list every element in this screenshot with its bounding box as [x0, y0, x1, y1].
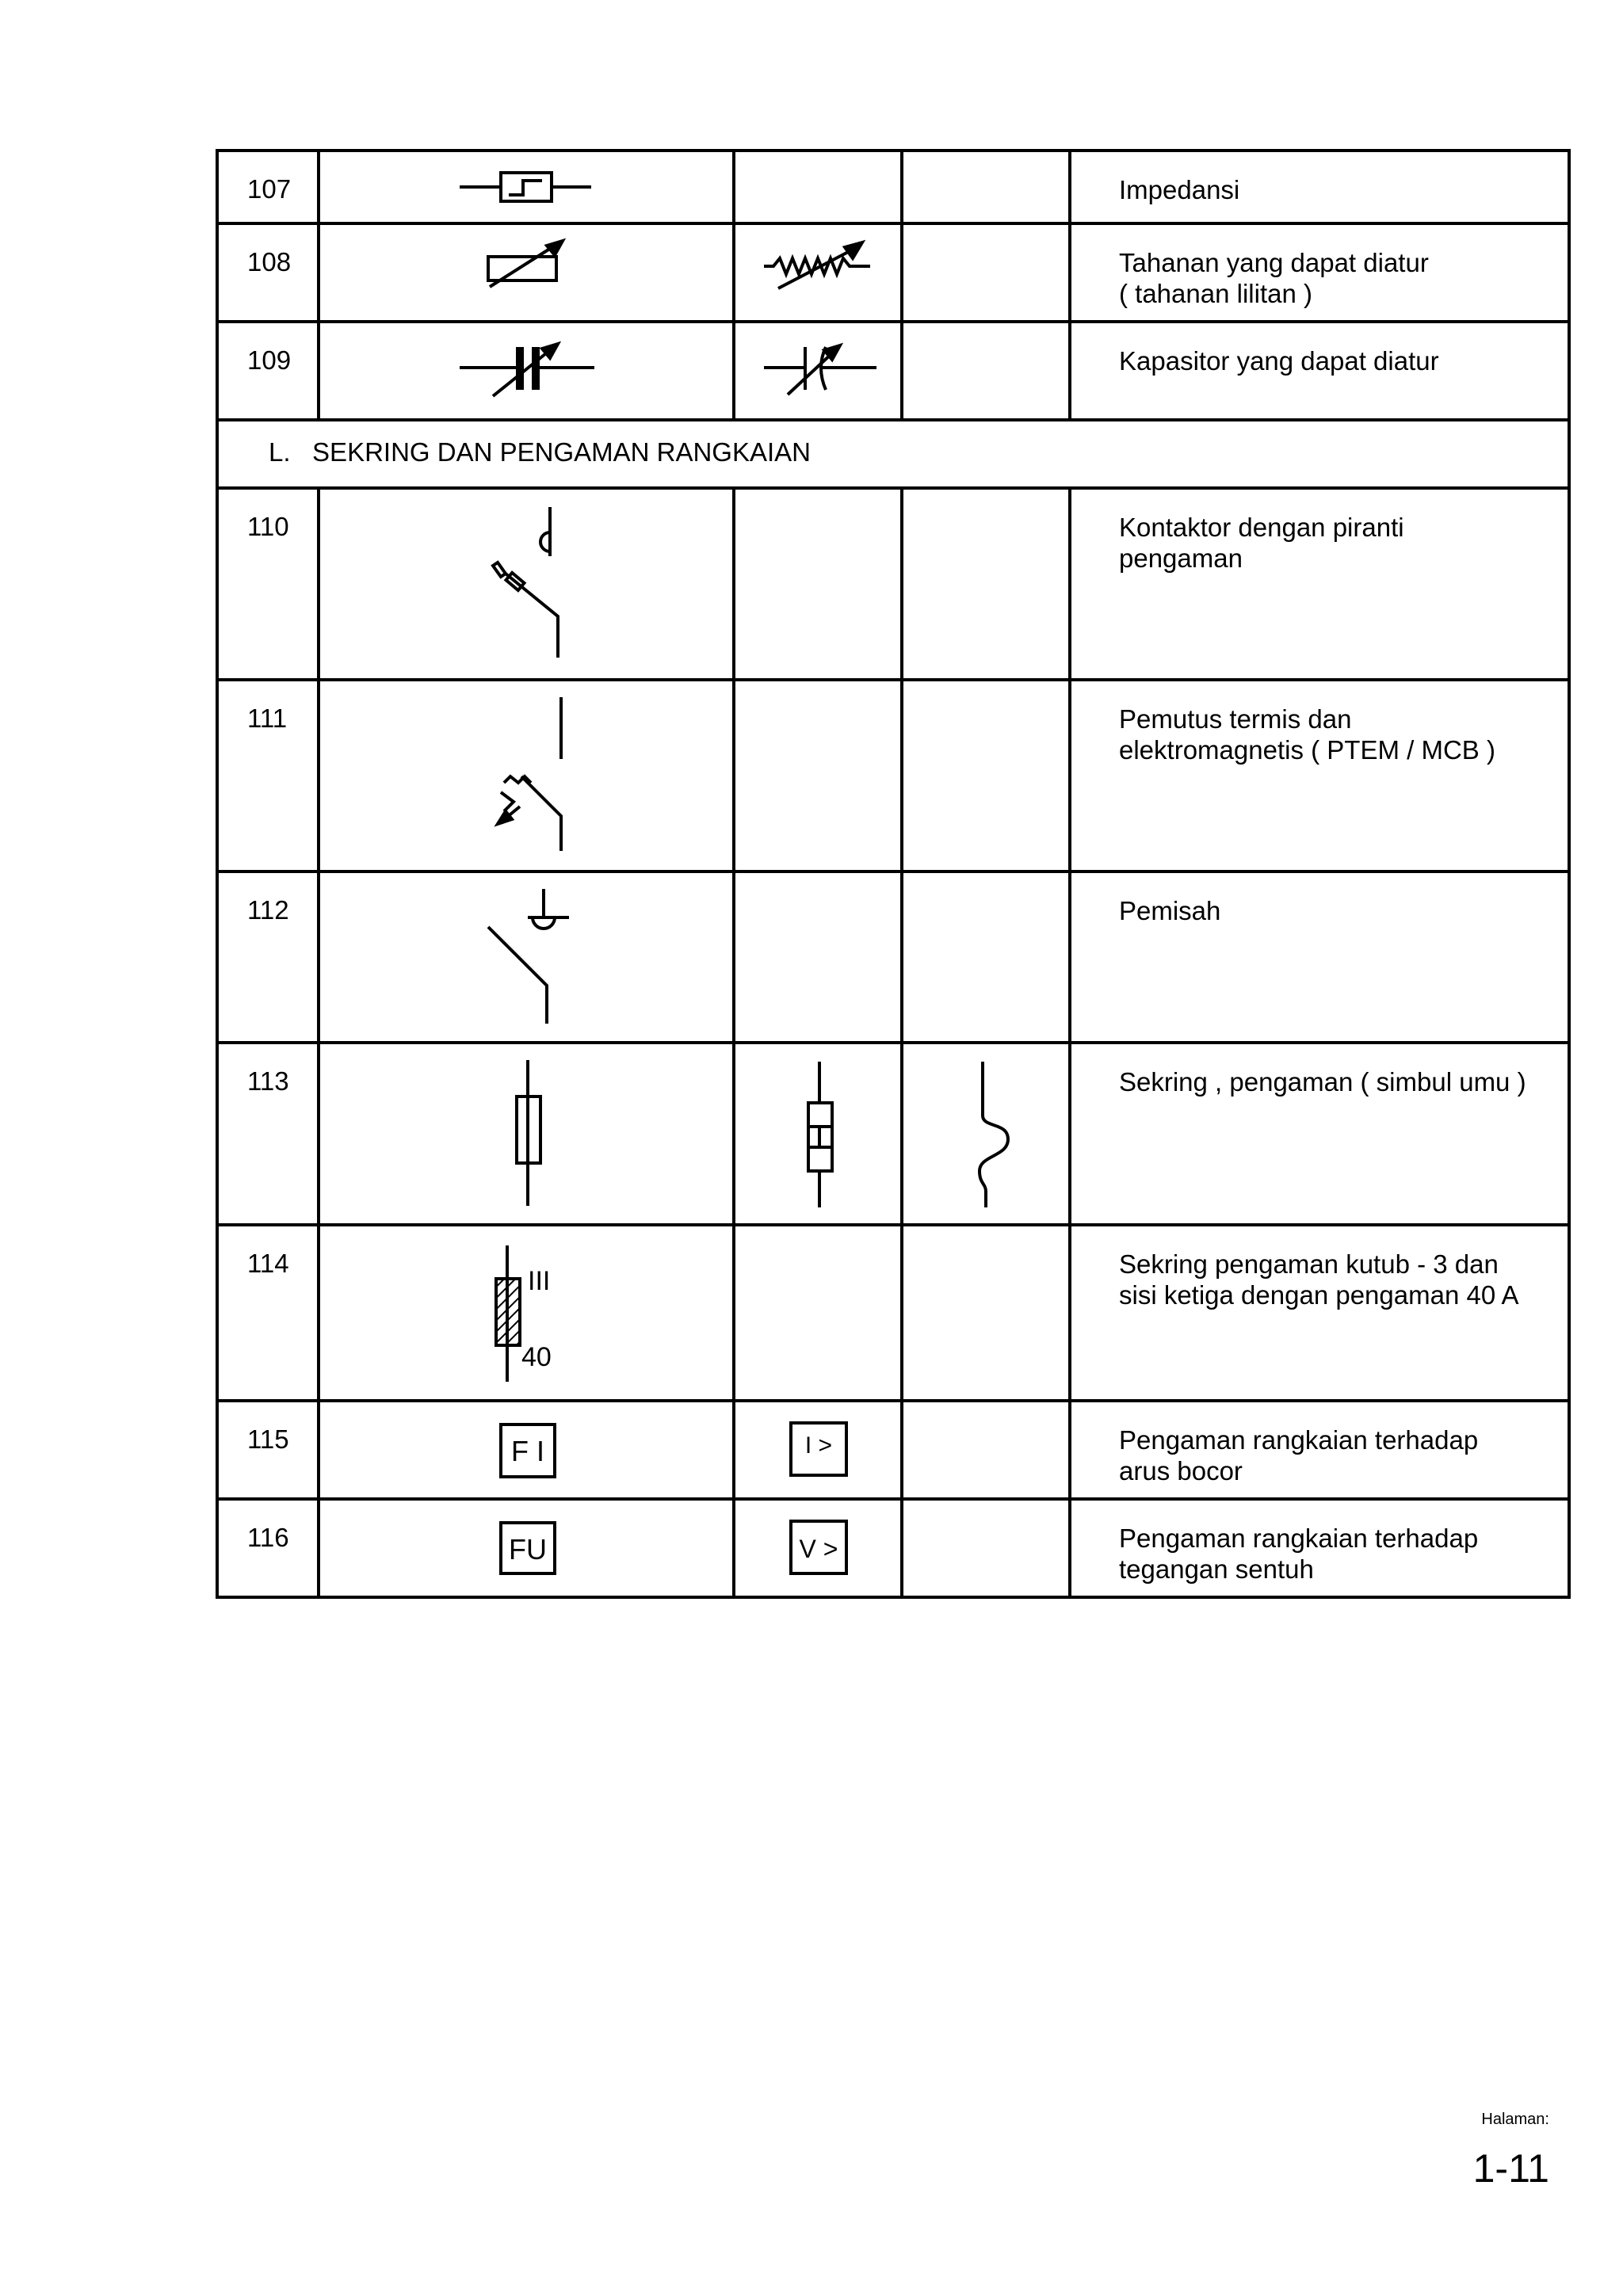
variable-capacitor-alt-symbol — [734, 322, 902, 420]
mcb-breaker-symbol — [319, 680, 734, 871]
empty-cell — [902, 1225, 1070, 1401]
variable-capacitor-symbol — [319, 322, 734, 420]
row-description: Pemutus termis dan elektromagnetis ( PTEM / MCB ) — [1070, 680, 1569, 871]
row-number: 110 — [217, 488, 319, 680]
page-number: 1-11 — [1472, 2146, 1549, 2191]
table-row — [217, 151, 1569, 223]
empty-cell — [902, 680, 1070, 871]
empty-cell — [734, 871, 902, 1043]
overvoltage-box-symbol — [734, 1499, 902, 1597]
row-number: 113 — [217, 1043, 319, 1225]
page-label: Halaman: — [1481, 2111, 1549, 2128]
table-row — [217, 871, 1569, 1043]
empty-cell — [902, 1499, 1070, 1597]
table-row — [217, 223, 1569, 322]
impedance-symbol — [319, 151, 734, 223]
fi-label: F I — [511, 1435, 544, 1467]
disconnector-symbol — [319, 871, 734, 1043]
section-row — [217, 420, 1569, 488]
row-description: Sekring pengaman kutub - 3 dan sisi ketiga dengan pengaman 40 A — [1070, 1225, 1569, 1401]
fuse-wire-symbol — [902, 1043, 1070, 1225]
table-row — [217, 1401, 1569, 1499]
empty-cell — [734, 680, 902, 871]
section-heading — [217, 420, 1569, 488]
table-row — [217, 680, 1569, 871]
empty-cell — [734, 151, 902, 223]
fuse-poles-label: III — [528, 1266, 551, 1296]
table-row — [217, 1499, 1569, 1597]
row-number: 108 — [217, 223, 319, 322]
empty-cell — [902, 151, 1070, 223]
fi-box-symbol — [319, 1401, 734, 1499]
empty-cell — [734, 488, 902, 680]
overcurrent-label: I > — [804, 1432, 833, 1459]
row-number: 107 — [217, 151, 319, 223]
variable-resistor-symbol — [319, 223, 734, 322]
fu-box-symbol — [319, 1499, 734, 1597]
row-number: 114 — [217, 1225, 319, 1401]
row-number: 116 — [217, 1499, 319, 1597]
row-description: Impedansi — [1070, 151, 1569, 223]
row-number: 109 — [217, 322, 319, 420]
contactor-with-protection-symbol — [319, 488, 734, 680]
three-pole-fuse-symbol — [319, 1225, 734, 1401]
section-title: SEKRING DAN PENGAMAN RANGKAIAN — [312, 437, 811, 467]
fuse-alt-symbol — [734, 1043, 902, 1225]
fuse-rating-label: 40 — [521, 1342, 552, 1372]
section-code: L. — [269, 437, 291, 467]
row-description: Pengaman rangkaian terhadap tegangan sentuh — [1070, 1499, 1569, 1597]
overcurrent-box-symbol — [734, 1401, 902, 1499]
row-description: Sekring , pengaman ( simbul umu ) — [1070, 1043, 1569, 1225]
row-description: Kapasitor yang dapat diatur — [1070, 322, 1569, 420]
table-row — [217, 488, 1569, 680]
empty-cell — [902, 322, 1070, 420]
table-row — [217, 1043, 1569, 1225]
empty-cell — [734, 1225, 902, 1401]
empty-cell — [902, 488, 1070, 680]
symbol-table — [216, 149, 1571, 1599]
table-row — [217, 322, 1569, 420]
row-number: 112 — [217, 871, 319, 1043]
row-number: 115 — [217, 1401, 319, 1499]
empty-cell — [902, 871, 1070, 1043]
row-number: 111 — [217, 680, 319, 871]
fuse-symbol — [319, 1043, 734, 1225]
empty-cell — [902, 223, 1070, 322]
overvoltage-label: V > — [799, 1535, 838, 1563]
fu-label: FU — [509, 1533, 547, 1566]
row-description: Kontaktor dengan piranti pengaman — [1070, 488, 1569, 680]
empty-cell — [902, 1401, 1070, 1499]
row-description: Tahanan yang dapat diatur ( tahanan lilitan ) — [1070, 223, 1569, 322]
table-row — [217, 1225, 1569, 1401]
row-description: Pemisah — [1070, 871, 1569, 1043]
row-description: Pengaman rangkaian terhadap arus bocor — [1070, 1401, 1569, 1499]
variable-wirewound-resistor-symbol — [734, 223, 902, 322]
